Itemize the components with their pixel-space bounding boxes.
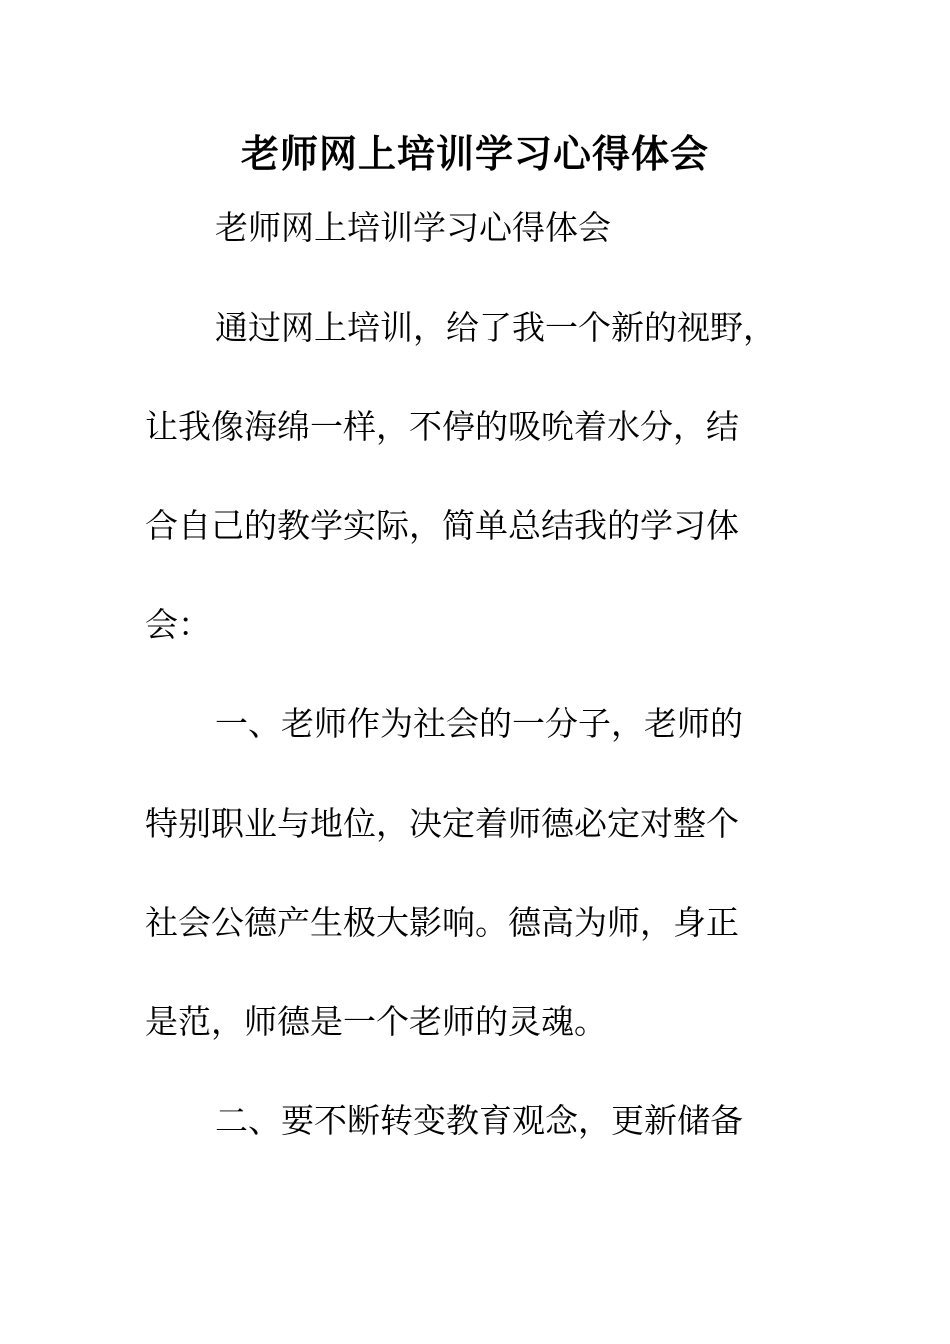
paragraph-line: 一、老师作为社会的一分子，老师的: [215, 704, 743, 743]
paragraph-line: 通过网上培训，给了我一个新的视野，: [215, 308, 776, 347]
paragraph-line: 让我像海绵一样，不停的吸吮着水分，结: [145, 407, 739, 446]
paragraph-line: 特别职业与地位，决定着师德必定对整个: [145, 804, 739, 843]
paragraph-line: 合自己的教学实际，简单总结我的学习体: [145, 506, 739, 545]
paragraph-line: 二、要不断转变教育观念，更新储备: [215, 1101, 743, 1140]
document-title: 老师网上培训学习心得体会: [240, 131, 709, 176]
paragraph-line: 会：: [145, 605, 211, 644]
paragraph-line: 社会公德产生极大影响。德高为师，身正: [145, 903, 739, 942]
subtitle-line: 老师网上培训学习心得体会: [215, 208, 611, 247]
paragraph-line: 是范，师德是一个老师的灵魂。: [145, 1002, 607, 1041]
